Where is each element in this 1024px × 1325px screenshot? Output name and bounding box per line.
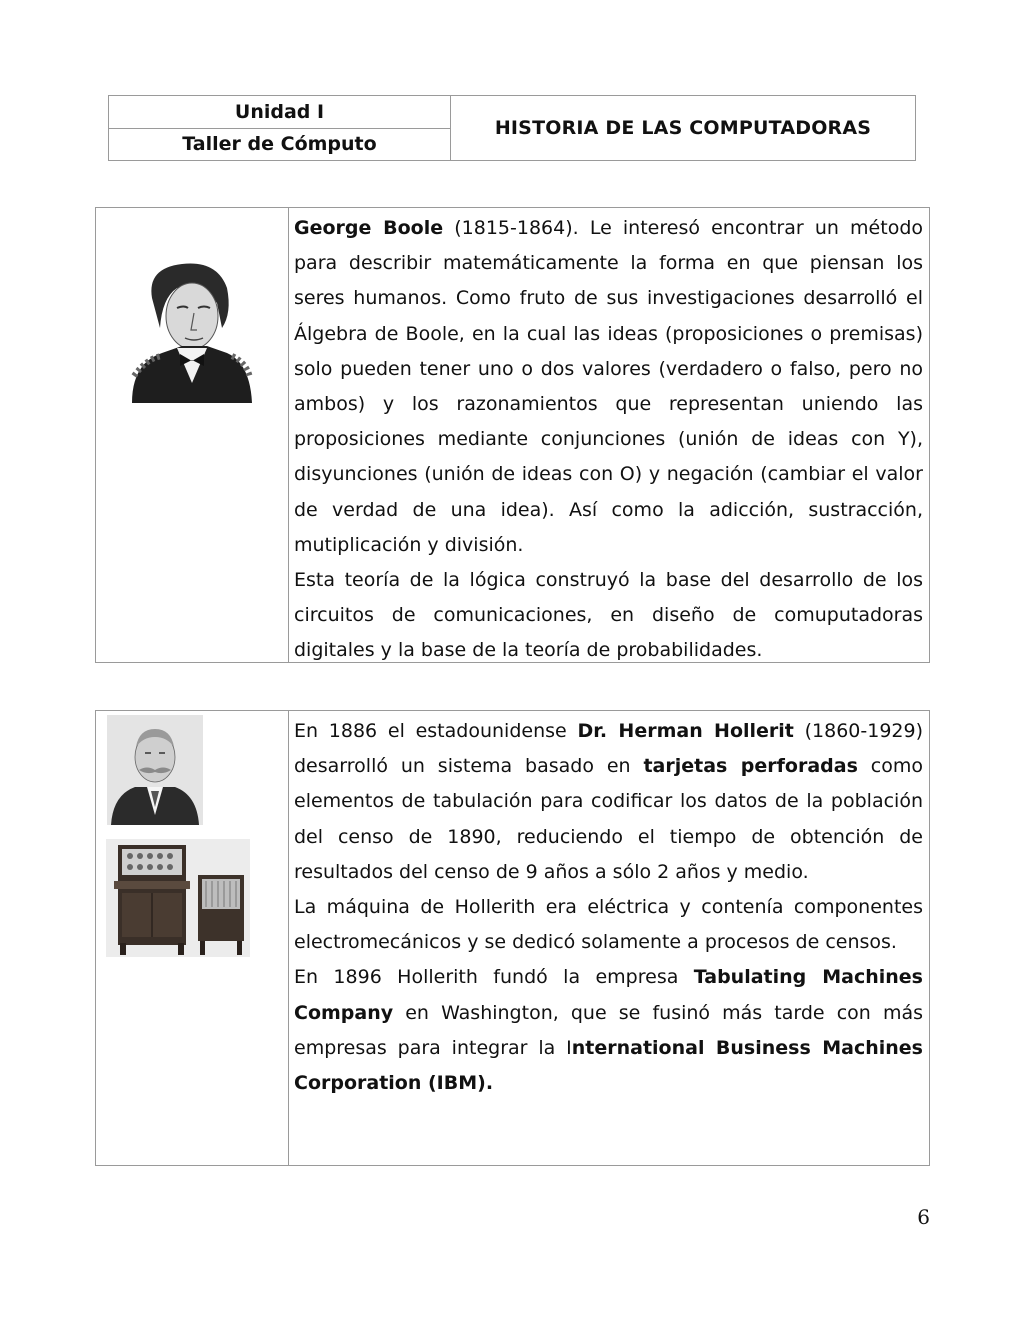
boole-paragraph-1-text: (1815-1864). Le interesó encontrar un método para describir matemáticamente la forma en que piensan los seres humanos. Como fruto de sus investigaciones desarrolló el Álgebra de Boole, en la cual las ideas (proposiciones o premisas) solo pueden tener uno o dos valores (verdadero o falso, pero no ambos) y los razonamientos que representan uniendo las proposiciones mediante conjunciones (unión de ideas con Y), disyunciones (unión de ideas con O) y negación (cambiar el valor de verdad de una idea). Así como la adicción, sustracción, mutiplicación y división. (294, 217, 923, 556)
hollerith-section (95, 710, 930, 1166)
boole-name: George Boole (294, 217, 444, 239)
hollerith-p1-end: como elementos de tabulación para codificar los datos de la población del censo de 1890, reduciendo el tiempo de obtención de resultados del censo de 9 años a sólo 2 años y medio. (294, 755, 923, 883)
document-header (108, 95, 916, 161)
boole-text (289, 208, 929, 662)
page-number: 6 (917, 1205, 930, 1229)
punched-cards-term: tarjetas perforadas (643, 755, 858, 778)
hollerith-p3-intro: En 1896 Hollerith fundó la empresa (294, 966, 694, 989)
unit-label: Unidad I (109, 96, 450, 129)
boole-portrait (122, 258, 254, 403)
hollerith-text (289, 711, 929, 1165)
boole-paragraph-1 (294, 211, 923, 563)
course-label: Taller de Cómputo (182, 133, 377, 156)
boole-section (95, 207, 930, 663)
tabulating-machine-image (106, 839, 250, 957)
hollerith-p1-intro: En 1886 el estadounidense (294, 720, 578, 742)
ibm-name: nternational Business Machines Corporation (IBM). (294, 1036, 923, 1095)
tabulating-company-name: Tabulating Machines Company (294, 966, 923, 1024)
hollerith-p1-middle: (1860-1929) desarrolló un sistema basado en (294, 720, 924, 778)
hollerith-image-cell (96, 711, 289, 1165)
hollerith-portrait (107, 715, 203, 825)
hollerith-paragraph-3 (294, 960, 923, 1101)
hollerith-paragraph-1 (294, 714, 923, 890)
hollerith-p3-middle: en Washington, que se fusinó más tarde con más empresas para integrar la I (294, 1001, 923, 1059)
boole-paragraph-2: Esta teoría de la lógica construyó la base del desarrollo de los circuitos de comunicaciones, en diseño de comuputadoras digitales y la base de la teoría de probabilidades. (294, 569, 923, 662)
boole-image-cell (96, 208, 289, 662)
document-title: HISTORIA DE LAS COMPUTADORAS (494, 117, 872, 139)
header-left-column (109, 96, 451, 160)
hollerith-paragraph-2: La máquina de Hollerith era eléctrica y contenía componentes electromecánicos y se dedicó solamente a procesos de censos. (294, 896, 923, 954)
hollerith-name: Dr. Herman Hollerit (577, 720, 794, 742)
